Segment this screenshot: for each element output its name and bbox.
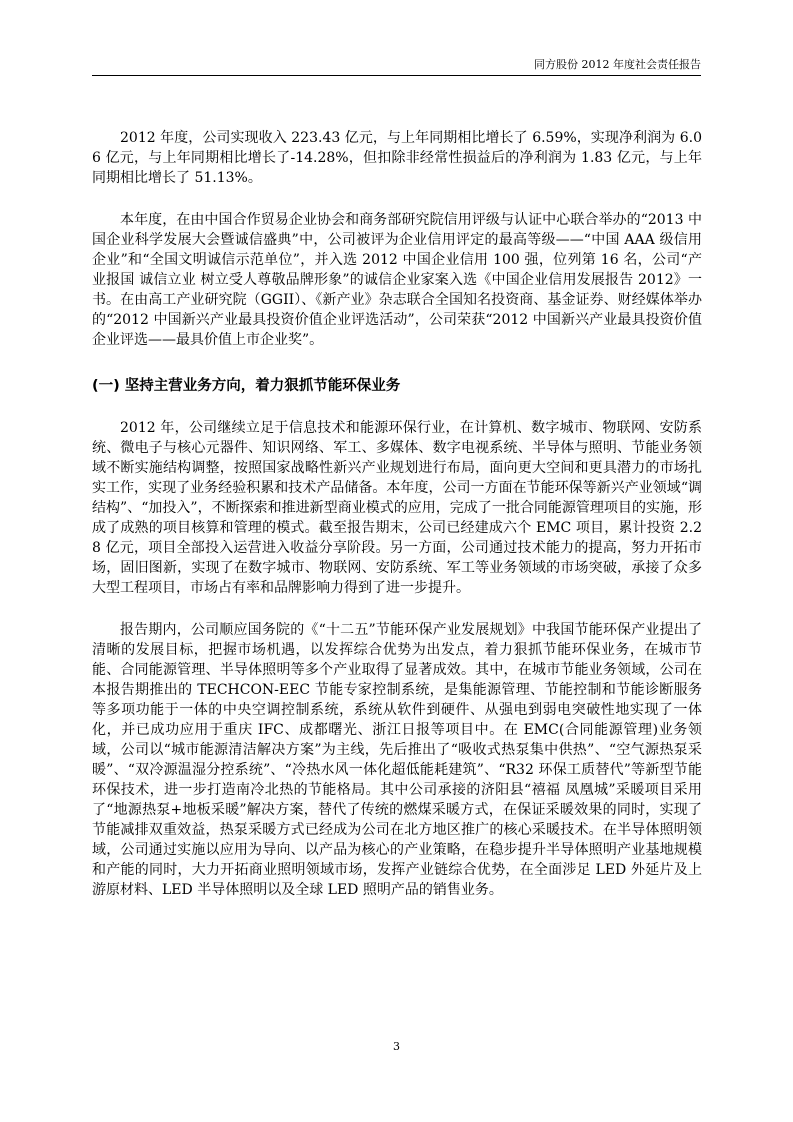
paragraph-business-structure: 2012 年，公司继续立足于信息技术和能源环保行业，在计算机、数字城市、物联网、安防系统、微电子与核心元器件、知识网络、军工、多媒体、数字电视系统、半导体与照明、节能业务领域不断实施结构调整，按照国家战略性新兴产业规划进行布局，面向更大空间和更具潜力的市场扎实工作，实现了业务经验积累和技术产品储备。本年度，公司一方面在节能环保等新兴产业领域“调结构”、“加投入”，不断探索和推进新型商业模式的应用，完成了一批合同能源管理项目的实施，形成了成熟的项目核算和管理的模式。截至报告期末，公司已经建成六个 EMC 项目，累计投资 2.28 亿元，项目全部投入运营进入收益分享阶段。另一方面，公司通过技术能力的提高，努力开拓市场，固旧图新，实现了在数字城市、物联网、安防系统、军工等业务领域的市场突破，承接了众多大型工程项目，市场占有率和品牌影响力得到了进一步提升。 [92,420,702,596]
document-body [92,128,702,900]
paragraph-revenue-summary: 2012 年度，公司实现收入 223.43 亿元，与上年同期相比增长了 6.59%，实现净利润为 6.06 亿元，与上年同期相比增长了-14.28%，但扣除非经常性损益后的净利润为 1.83 亿元，与上年同期相比增长了 51.13%。 [92,130,702,186]
page-number: 3 [393,1040,400,1053]
paragraph-energy-saving: 报告期内，公司顺应国务院的《“十二五”节能环保产业发展规划》中我国节能环保产业提出了清晰的发展目标，把握市场机遇，以发挥综合优势为出发点，着力狠抓节能环保业务，在城市节能、合同能源管理、半导体照明等多个产业取得了显著成效。其中，在城市节能业务领域，公司在本报告期推出的 TECHCON-EEC 节能专家控制系统，是集能源管理、节能控制和节能诊断服务等多项功能于一体的中央空调控制系统，系统从软件到硬件、从强电到弱电突破性地实现了一体化，并已成功应用于重庆 IFC、成都曙光、浙江日报等项目中。在 EMC(合同能源管理)业务领域，公司以“城市能源清洁解决方案”为主线，先后推出了“吸收式热泵集中供热”、“空气源热泵采暖”、“双冷源温湿分控系统”、“冷热水风一体化超低能耗建筑”、“R32 环保工质替代”等新型节能环保技术，进一步打造南冷北热的节能格局。其中公司承接的济阳县“禧福 凤凰城”采暖项目采用了“地源热泵+地板采暖”解决方案，替代了传统的燃煤采暖方式，在保证采暖效果的同时，实现了节能减排双重效益，热泵采暖方式已经成为公司在北方地区推广的核心采暖技术。在半导体照明领域，公司通过实施以应用为导向、以产品为核心的产业策略，在稳步提升半导体照明产业基地规模和产能的同时，大力开拓商业照明领域市场，发挥产业链综合优势，在全面涉足 LED 外延片及上游原材料、LED 半导体照明以及全球 LED 照明产品的销售业务。 [92,622,702,898]
header-divider [92,75,701,76]
page-header: 同方股份 2012 年度社会责任报告 [534,58,701,71]
paragraph-credit-awards: 本年度，在由中国合作贸易企业协会和商务部研究院信用评级与认证中心联合举办的“2013 中国企业科学发展大会暨诚信盛典”中，公司被评为企业信用评定的最高等级——“中国 AAA 级信用企业”和“全国文明诚信示范单位”，并入选 2012 中国企业信用 100 强，位列第 16 名，公司“产业报国 诚信立业 树立受人尊敬品牌形象”的诚信企业家案入选《中国企业信用发展报告 2012》一书。在由高工产业研究院（GGII）、《新产业》杂志联合全国知名投资商、基金证券、财经媒体举办的“2012 中国新兴产业最具投资价值企业评选活动”，公司荣获“2012 中国新兴产业最具投资价值企业评选——最具价值上市企业奖”。 [92,212,702,348]
section-heading: (一) 坚持主营业务方向，着力狠抓节能环保业务 [92,378,401,394]
